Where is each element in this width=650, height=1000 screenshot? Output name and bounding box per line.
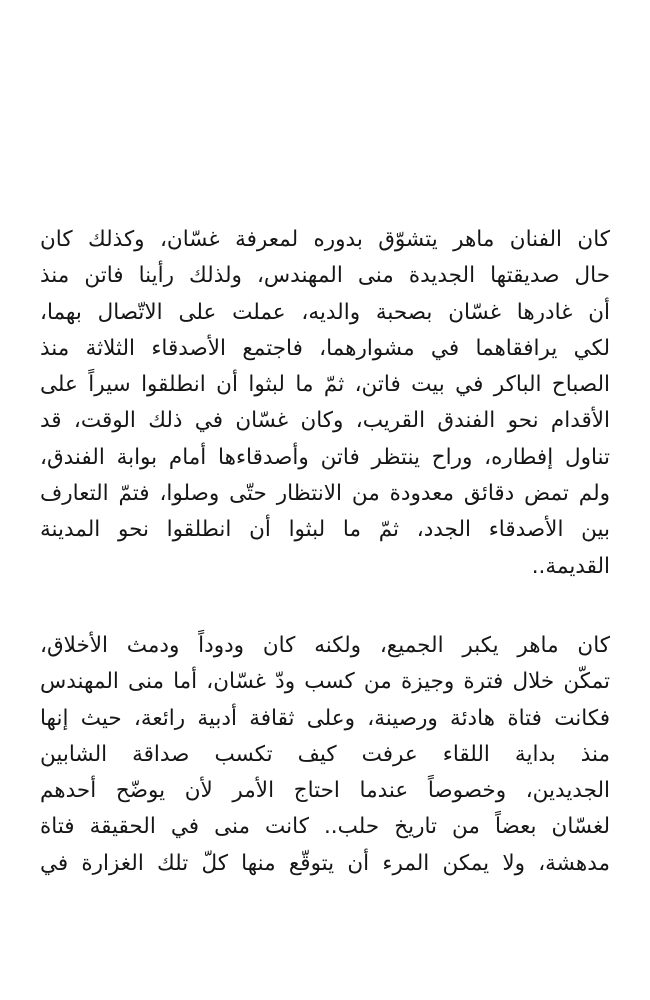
- text-line: منذ بداية اللقاء عرفت كيف تكسب صداقة الشابين: [40, 741, 610, 767]
- text-line-last: القديمة..: [531, 553, 610, 579]
- text-line: تناول إفطاره، وراح ينتظر فاتن وأصدقاءها أمام بوابة الفندق،: [40, 444, 610, 470]
- text-line: لكي يرافقاهما في مشوارهما، فاجتمع الأصدقاء الثلاثة منذ: [40, 335, 610, 361]
- text-line: بين الأصدقاء الجدد، ثمّ ما لبثوا أن انطلقوا نحو المدينة: [40, 517, 610, 543]
- text-line: أن غادرها غسّان بصحبة والديه، عملت على الاتّصال بهما،: [40, 299, 610, 325]
- paragraph-1: [40, 222, 610, 585]
- text-line: فكانت فتاة هادئة ورصينة، وعلى ثقافة أدبية رائعة، حيث إنها: [40, 705, 610, 731]
- text-line: كان ماهر يكبر الجميع، ولكنه كان ودوداً ودمث الأخلاق،: [40, 633, 610, 658]
- text-line: الجديدين، وخصوصاً عندما احتاج الأمر لأن يوضّح أحدهم: [40, 778, 610, 804]
- text-line: كان الفنان ماهر يتشوّق بدوره لمعرفة غسّان، وكذلك كان: [40, 227, 610, 252]
- paragraph-2: [40, 628, 610, 882]
- text-line: مدهشة، ولا يمكن المرء أن يتوقّع منها كلّ تلك الغزارة في: [40, 850, 610, 876]
- text-line: الأقدام نحو الفندق القريب، وكان غسّان في ذلك الوقت، قد: [40, 408, 610, 434]
- text-line: تمكّن خلال فترة وجيزة من كسب ودّ غسّان، أما منى المهندس: [40, 669, 610, 695]
- text-line: حال صديقتها الجديدة منى المهندس، ولذلك رأينا فاتن منذ: [40, 263, 610, 289]
- text-line: الصباح الباكر في بيت فاتن، ثمّ ما لبثوا أن انطلقوا سيراً على: [40, 372, 610, 398]
- text-line: لغسّان بعضاً من تاريخ حلب.. كانت منى في الحقيقة فتاة: [40, 814, 610, 840]
- text-line: ولم تمض دقائق معدودة من الانتظار حتّى وصلوا، فتمّ التعارف: [40, 481, 610, 507]
